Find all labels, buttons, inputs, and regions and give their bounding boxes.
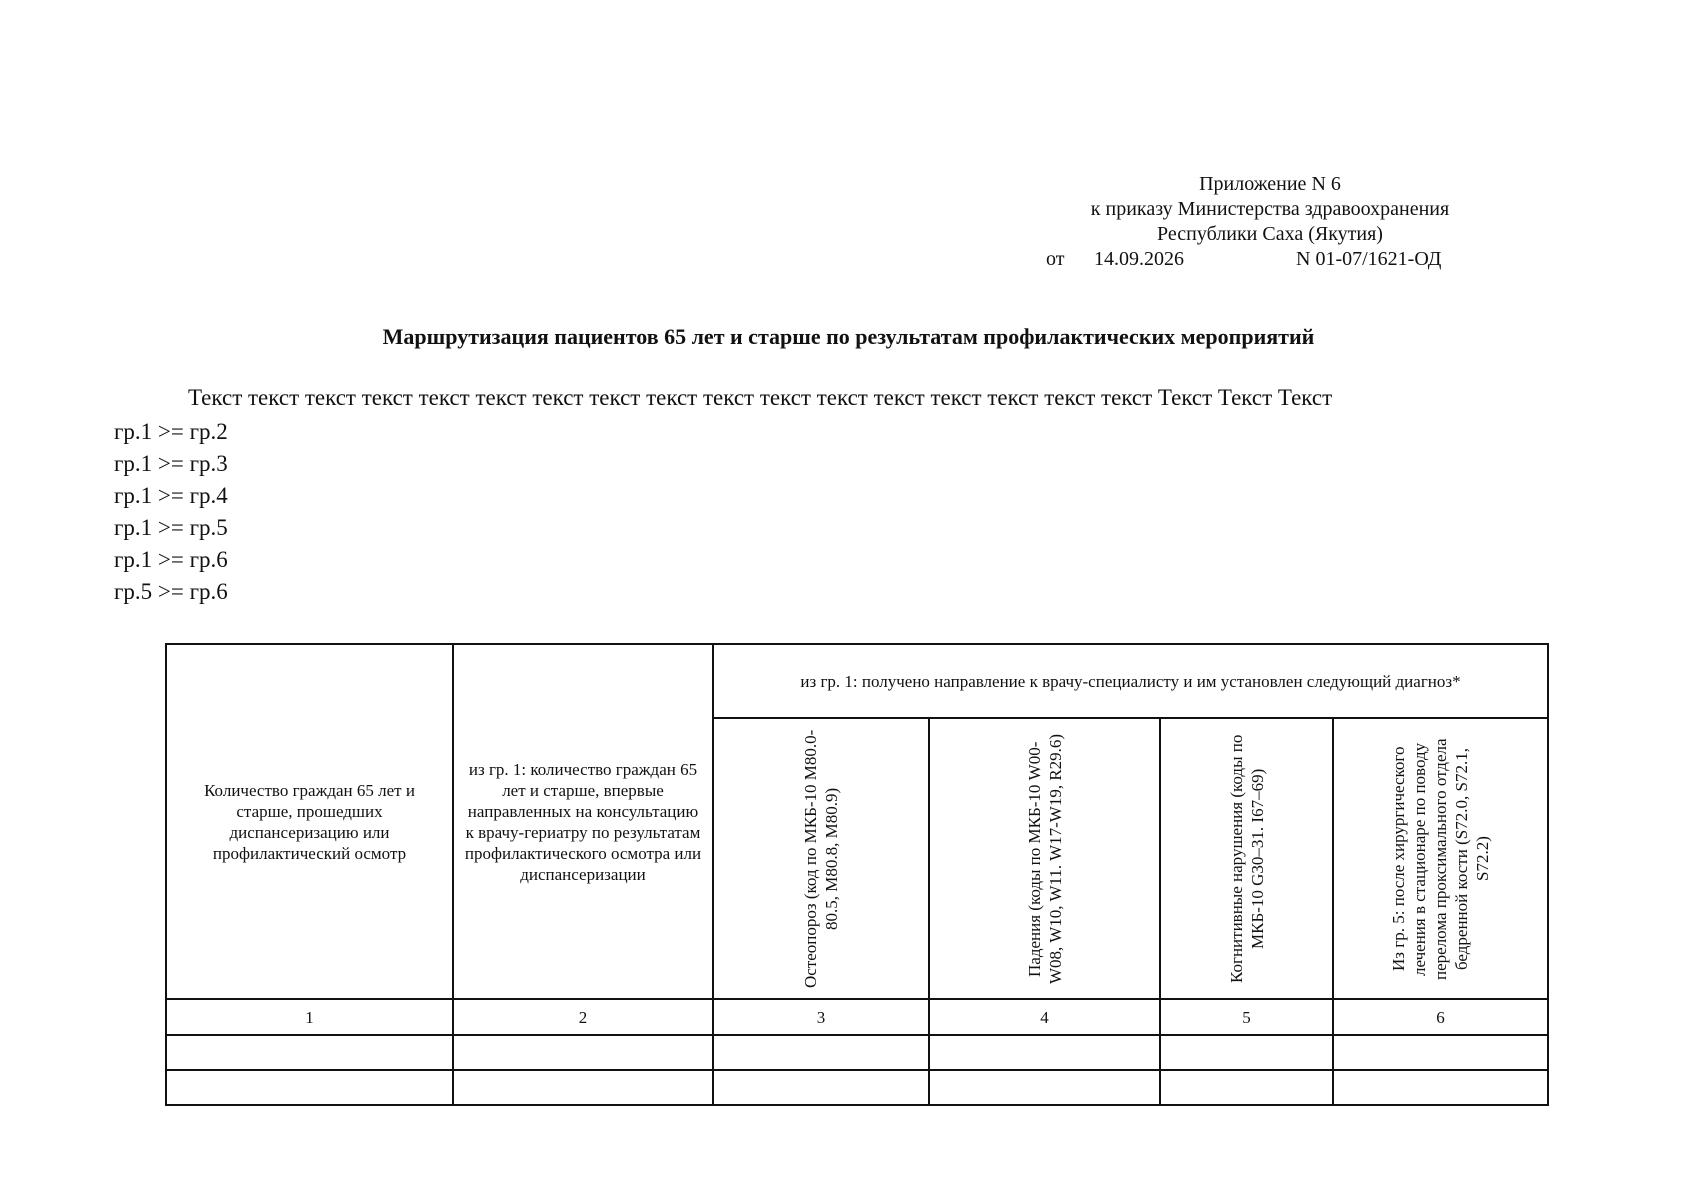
rule-line: гр.1 >= гр.6: [114, 547, 228, 572]
document-title: Маршрутизация пациентов 65 лет и старше по результатам профилактических мероприятий: [382, 324, 1315, 349]
column-number: 4: [929, 999, 1160, 1035]
data-cell[interactable]: [713, 1035, 929, 1070]
column-numbers-row: [166, 999, 1548, 1035]
data-cell[interactable]: [453, 1035, 713, 1070]
appendix-line-2: к приказу Министерства здравоохранения: [1090, 198, 1450, 220]
order-number: N 01-07/1621-ОД: [1296, 248, 1442, 270]
data-row: [166, 1070, 1548, 1105]
col6-header-cell: [1333, 718, 1548, 999]
intro-paragraph: Текст текст текст текст текст текст текст текст текст текст текст текст текст текст текст текст текст Текст Текст Текст: [188, 385, 1333, 410]
validation-rules: [114, 416, 228, 608]
rule-line: гр.1 >= гр.5: [114, 515, 228, 540]
order-details: [1020, 247, 1520, 273]
col4-header-cell: [929, 718, 1160, 999]
data-cell[interactable]: [929, 1035, 1160, 1070]
rule-line: гр.5 >= гр.6: [114, 579, 228, 604]
col5-header: Когнитивные нарушения (коды по МКБ-10 G30–31. I67–69): [1226, 734, 1267, 983]
col5-header-cell: [1160, 718, 1333, 999]
rule-line: гр.1 >= гр.2: [114, 419, 228, 444]
col2-header: из гр. 1: количество граждан 65 лет и старше, впервые направленных на консультацию к врачу-гериатру по результатам профилактического осмотра или диспансеризации: [453, 644, 713, 999]
data-cell[interactable]: [713, 1070, 929, 1105]
order-ot-label: от: [1046, 248, 1065, 270]
data-cell[interactable]: [1160, 1070, 1333, 1105]
col6-header: Из гр. 5: после хирургического лечения в стационаре по поводу перелома проксимального отдела бедренной кости (S72.0, S72.1, S72.2): [1389, 737, 1492, 980]
data-cell[interactable]: [1333, 1070, 1548, 1105]
diagnosis-group-header: из гр. 1: получено направление к врачу-специалисту и им установлен следующий диагноз*: [713, 644, 1548, 718]
data-cell[interactable]: [453, 1070, 713, 1105]
appendix-block: [1020, 172, 1520, 273]
column-number: 3: [713, 999, 929, 1035]
column-number: 1: [166, 999, 453, 1035]
rule-line: гр.1 >= гр.3: [114, 451, 228, 476]
col3-header: Остеопороз (код по МКБ-10 M80.0-80.5, M80.8, M80.9): [801, 729, 841, 988]
col1-header: Количество граждан 65 лет и старше, прошедших диспансеризацию или профилактический осмотр: [166, 644, 453, 999]
data-row: [166, 1035, 1548, 1070]
data-cell[interactable]: [929, 1070, 1160, 1105]
rule-line: гр.1 >= гр.4: [114, 483, 228, 508]
data-cell[interactable]: [166, 1035, 453, 1070]
routing-table: [165, 643, 1549, 1106]
appendix-line-3: Республики Саха (Якутия): [1157, 223, 1383, 245]
column-number: 5: [1160, 999, 1333, 1035]
column-number: 2: [453, 999, 713, 1035]
col4-header: Падения (коды по МКБ-10 W00-W08, W10, W11. W17-W19, R29.6): [1024, 733, 1065, 984]
col3-header-cell: [713, 718, 929, 999]
order-date: 14.09.2026: [1094, 248, 1184, 270]
column-number: 6: [1333, 999, 1548, 1035]
data-cell[interactable]: [166, 1070, 453, 1105]
data-cell[interactable]: [1160, 1035, 1333, 1070]
data-cell[interactable]: [1333, 1035, 1548, 1070]
appendix-line-1: Приложение N 6: [1199, 173, 1341, 195]
